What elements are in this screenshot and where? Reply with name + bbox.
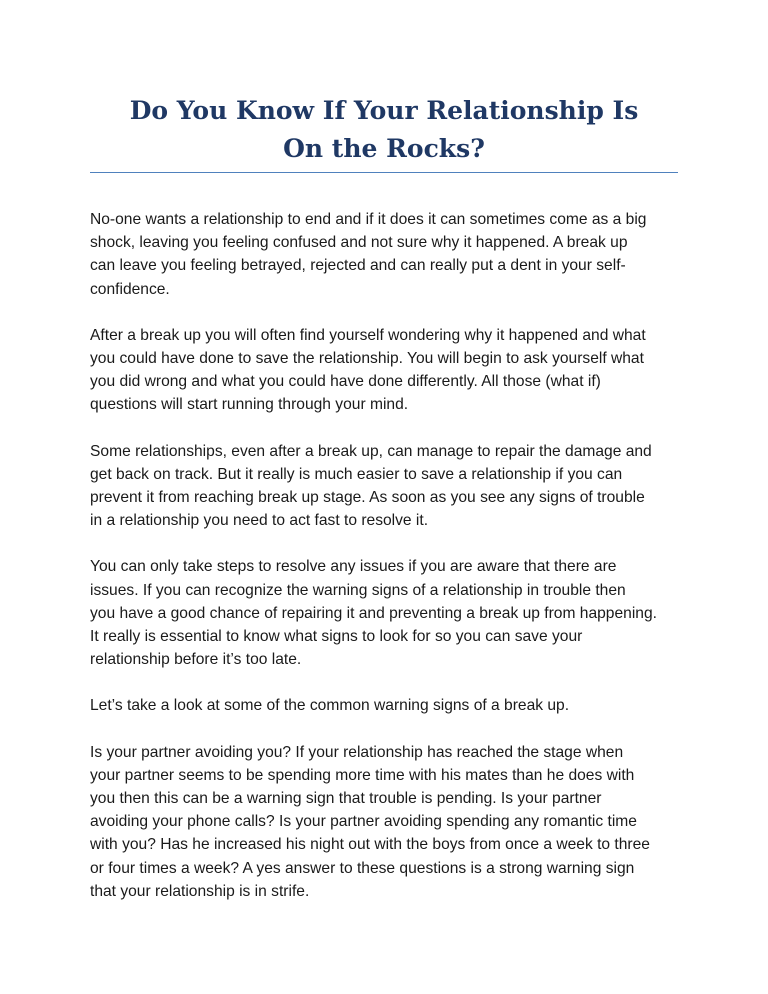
- document-body: [90, 208, 690, 926]
- title-line-1: Do You Know If Your Relationship Is: [129, 96, 639, 125]
- paragraph-line: After a break up you will often find yourself wondering why it happened and what: [90, 326, 646, 344]
- paragraph: [90, 555, 690, 671]
- paragraph-line: confidence.: [90, 280, 170, 298]
- paragraph-line: get back on track. But it really is much easier to save a relationship if you can: [90, 465, 623, 483]
- paragraph: [90, 741, 690, 903]
- paragraph: [90, 208, 690, 301]
- paragraph-line: questions will start running through your mind.: [90, 396, 409, 414]
- paragraph-line: Is your partner avoiding you? If your relationship has reached the stage when: [90, 743, 624, 761]
- paragraph-line: relationship before it’s too late.: [90, 651, 302, 669]
- paragraph-line: you then this can be a warning sign that trouble is pending. Is your partner: [90, 790, 602, 808]
- paragraph-line: You can only take steps to resolve any issues if you are aware that there are: [90, 558, 617, 576]
- paragraph-line: or four times a week? A yes answer to these questions is a strong warning sign: [90, 859, 635, 877]
- paragraph-line: issues. If you can recognize the warning signs of a relationship in trouble then: [90, 581, 626, 599]
- paragraph-line: Let’s take a look at some of the common warning signs of a break up.: [90, 697, 570, 715]
- paragraph-line: avoiding your phone calls? Is your partner avoiding spending any romantic time: [90, 813, 637, 831]
- paragraph-line: in a relationship you need to act fast to resolve it.: [90, 512, 429, 530]
- paragraph-line: prevent it from reaching break up stage. As soon as you see any signs of trouble: [90, 489, 645, 507]
- title-line-2: On the Rocks?: [283, 134, 485, 163]
- paragraph: [90, 694, 690, 717]
- paragraph: [90, 324, 690, 417]
- title-divider: [90, 172, 678, 173]
- page-title: [90, 92, 678, 168]
- paragraph-line: Some relationships, even after a break up, can manage to repair the damage and: [90, 442, 652, 460]
- paragraph-line: It really is essential to know what signs to look for so you can save your: [90, 628, 583, 646]
- paragraph-line: with you? Has he increased his night out with the boys from once a week to three: [90, 836, 650, 854]
- paragraph-line: can leave you feeling betrayed, rejected and can really put a dent in your self-: [90, 257, 626, 275]
- paragraph-line: you did wrong and what you could have done differently. All those (what if): [90, 373, 601, 391]
- paragraph-line: shock, leaving you feeling confused and not sure why it happened. A break up: [90, 234, 628, 252]
- paragraph-line: you could have done to save the relationship. You will begin to ask yourself what: [90, 350, 644, 368]
- paragraph-line: No-one wants a relationship to end and if it does it can sometimes come as a big: [90, 211, 647, 228]
- paragraph-line: your partner seems to be spending more time with his mates than he does with: [90, 766, 635, 784]
- paragraph-line: that your relationship is in strife.: [90, 882, 310, 900]
- paragraph: [90, 440, 690, 533]
- paragraph-line: you have a good chance of repairing it and preventing a break up from happening.: [90, 604, 657, 622]
